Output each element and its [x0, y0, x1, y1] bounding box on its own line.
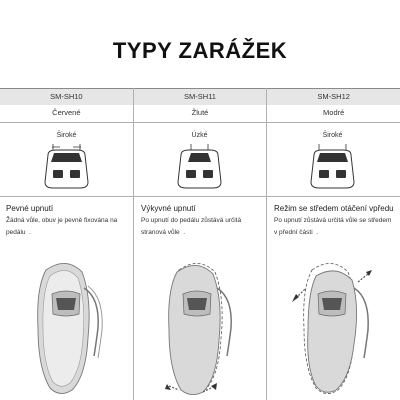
- width-label: Široké: [56, 132, 77, 139]
- description-float: [141, 203, 261, 239]
- description-fixed: [6, 203, 126, 239]
- description-body: Po upnutí zůstává určitá vůle se středem v přední části .: [274, 217, 392, 236]
- width-label: Široké: [322, 132, 343, 139]
- color-header-row: [0, 105, 400, 123]
- shoe-sole-illustration: [266, 258, 399, 398]
- width-label: Úzké: [191, 132, 208, 139]
- description-body: Žádná vůle, obuv je pevně fixována na pedálu .: [6, 217, 118, 236]
- shoe-sole-front-pivot: [266, 258, 399, 398]
- color-yellow: Žluté: [133, 105, 267, 122]
- model-sm-sh12: SM-SH12: [266, 89, 400, 105]
- cleat-diagram-narrow: [133, 122, 266, 196]
- description-heading: Výkyvné upnutí: [141, 204, 196, 213]
- cleat-diagram-wide: [266, 122, 399, 196]
- shoe-sole-float: [133, 258, 266, 398]
- description-heading: Pevné upnutí: [6, 204, 54, 213]
- shoe-sole-illustration: [0, 258, 133, 398]
- color-blue: Modré: [266, 105, 400, 122]
- description-front-pivot: [274, 203, 394, 239]
- model-sm-sh11: SM-SH11: [133, 89, 267, 105]
- description-body: Po upnutí do pedálu zůstává určitá stranová vůle .: [141, 217, 242, 236]
- model-sm-sh10: SM-SH10: [50, 92, 83, 101]
- model-header-row: [0, 88, 400, 106]
- description-heading: Režim se středem otáčení vpředu: [274, 204, 394, 213]
- page-title: TYPY ZARÁŽEK: [112, 38, 288, 63]
- color-red: Červené: [52, 108, 81, 117]
- row-divider: [0, 196, 400, 197]
- cleat-types-table: [0, 88, 400, 400]
- shoe-sole-illustration: [133, 258, 266, 398]
- cleat-diagram-wide: [0, 122, 133, 196]
- shoe-sole-fixed: [0, 258, 133, 398]
